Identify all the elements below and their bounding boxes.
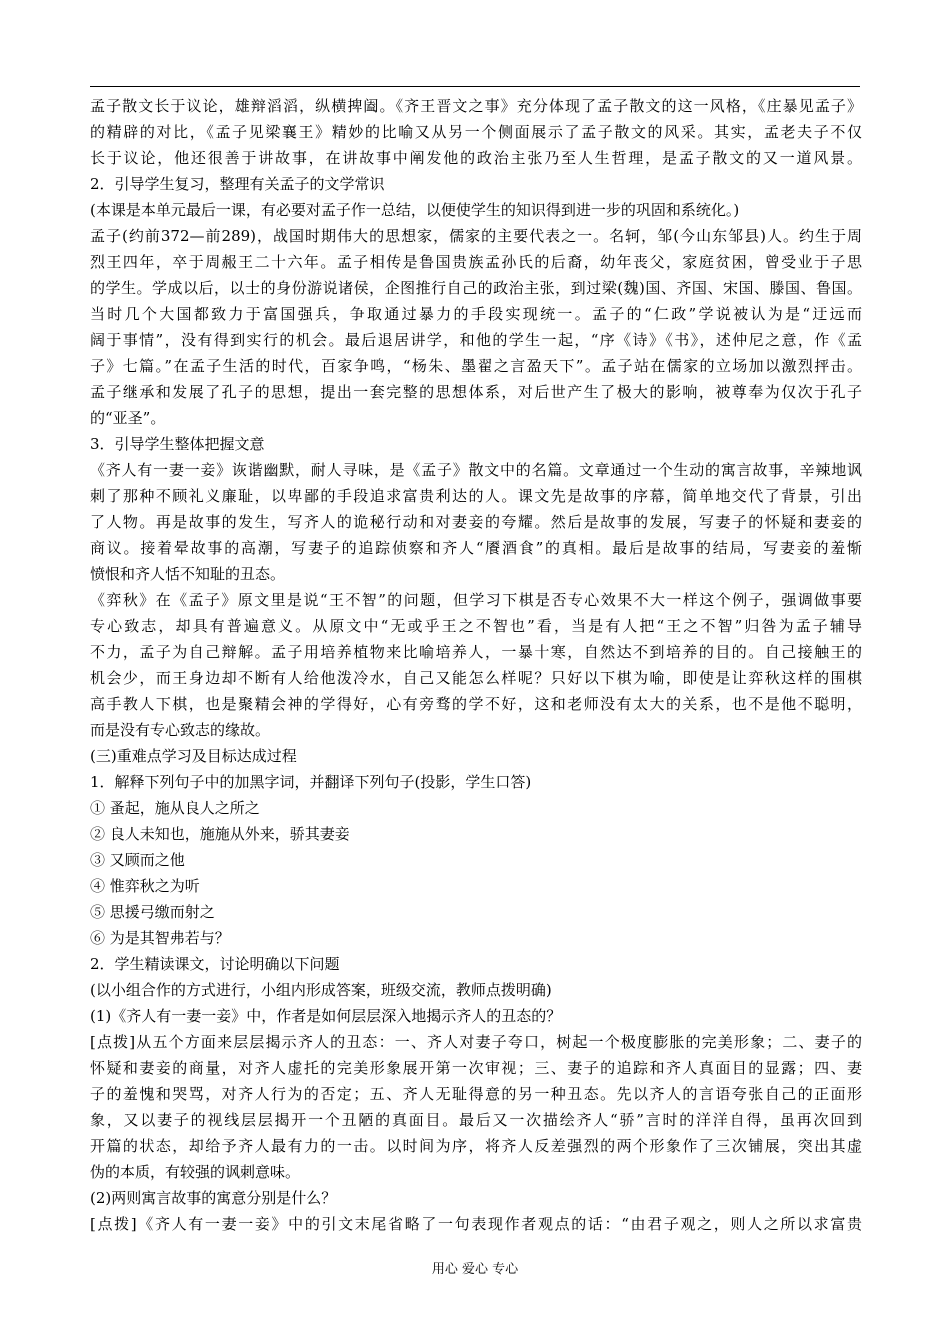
text-line: 愤恨和齐人恬不知耻的丑态。 — [90, 565, 286, 583]
text-line: 《弈秋》在《孟子》原文里是说“王不智”的问题，但学习下棋是否专心效果不大一样这个例子，强调做事要 — [90, 591, 862, 609]
text-line: 孟子(约前372—前289)，战国时期伟大的思想家，儒家的主要代表之一。名轲，邹(今山东邹县)人。约生于周 — [90, 227, 862, 245]
text-line: 当时几个大国都致力于富国强兵，争取通过暴力的手段实现统一。孟子的“仁政”学说被认为是“迂远而 — [90, 305, 862, 323]
text-line: 1．解释下列句子中的加黑字词，并翻译下列句子(投影，学生口答) — [90, 773, 532, 791]
text-line: 烈王四年，卒于周赧王二十六年。孟子相传是鲁国贵族孟孙氏的后裔，幼年丧父，家庭贫困，曾受业于子思 — [90, 253, 862, 271]
text-line: 的学生。学成以后，以士的身份游说诸侯，企图推行自己的政治主张，到过梁(魏)国、齐国、宋国、滕国、鲁国。 — [90, 279, 862, 297]
text-line: ④ 惟弈秋之为听 — [90, 877, 200, 895]
text-line: 怀疑和妻妾的商量，对齐人虚托的完美形象展开第一次审视；三、妻子的追踪和齐人真面目的显露；四、妻 — [90, 1059, 862, 1077]
text-line: 孟子继承和发展了孔子的思想，提出一套完整的思想体系，对后世产生了极大的影响，被尊奉为仅次于孔子 — [90, 383, 862, 401]
text-line: 2．引导学生复习，整理有关孟子的文学常识 — [90, 175, 385, 193]
text-line: 开篇的状态，却给予齐人最有力的一击。以时间为序，将齐人反差强烈的两个形象作了三次铺展，突出其虚 — [90, 1137, 862, 1155]
text-line: 子》七篇。”在孟子生活的时代，百家争鸣，“杨朱、墨翟之言盈天下”。孟子站在儒家的立场加以激烈抨击。 — [90, 357, 862, 375]
text-line: 而是没有专心致志的缘故。 — [90, 721, 271, 739]
text-line: 高手教人下棋，也是聚精会神的学得好，心有旁骛的学不好，这和老师没有太大的关系，也不是他不聪明， — [90, 695, 862, 713]
text-line: 阔于事情”，没有得到实行的机会。最后退居讲学，和他的学生一起，“序《诗》《书》，述仲尼之意，作《孟 — [90, 331, 862, 349]
text-line: 不力，孟子为自己辩解。孟子用培养植物来比喻培养人，一暴十寒，自然达不到培养的目的。自己接触王的 — [90, 643, 862, 661]
text-line: 刺了那种不顾礼义廉耻，以卑鄙的手段追求富贵利达的人。课文先是故事的序幕，简单地交代了背景，引出 — [90, 487, 862, 505]
header-rule — [90, 86, 860, 87]
text-line: 了人物。再是故事的发生，写齐人的诡秘行动和对妻妾的夸耀。然后是故事的发展，写妻子的怀疑和妻妾的 — [90, 513, 862, 531]
text-line: 伪的本质，有较强的讽刺意味。 — [90, 1163, 301, 1181]
text-line: 的精辟的对比，《孟子见梁襄王》精妙的比喻又从另一个侧面展示了孟子散文的风采。其实，孟老夫子不仅 — [90, 123, 862, 141]
text-line: ⑤ 思援弓缴而射之 — [90, 903, 215, 921]
text-line: 长于议论，他还很善于讲故事，在讲故事中阐发他的政治主张乃至人生哲理，是孟子散文的又一道风景。 — [90, 149, 862, 167]
text-line: 3．引导学生整体把握文意 — [90, 435, 265, 453]
text-line: 子的羞愧和哭骂，对齐人行为的否定；五、齐人无耻得意的另一种丑态。先以齐人的言语夸张自己的正面形 — [90, 1085, 862, 1103]
text-line: (本课是本单元最后一课，有必要对孟子作一总结，以便使学生的知识得到进一步的巩固和系统化。) — [90, 201, 740, 219]
text-line: ⑥ 为是其智弗若与？ — [90, 929, 230, 947]
page-footer: 用心 爱心 专心 — [431, 1262, 519, 1277]
text-line: ③ 又顾而之他 — [90, 851, 185, 869]
text-line: 的“亚圣”。 — [90, 409, 166, 427]
text-line: ① 蚤起，施从良人之所之 — [90, 799, 260, 817]
document-body — [90, 93, 862, 1237]
text-line: 商议。接着晕故事的高潮，写妻子的追踪侦察和齐人“餍酒食”的真相。最后是故事的结局，写妻妾的羞惭 — [90, 539, 862, 557]
text-line: [点拨]从五个方面来层层揭示齐人的丑态：一、齐人对妻子夸口，树起一个极度膨胀的完美形象；二、妻子的 — [90, 1033, 862, 1051]
text-line: 孟子散文长于议论，雄辩滔滔，纵横捭阖。《齐王晋文之事》充分体现了孟子散文的这一风格，《庄暴见孟子》 — [90, 97, 862, 115]
text-line: 机会少，而王身边却不断有人给他泼冷水，自己又能怎么样呢？只好以下棋为喻，即使是让弈秋这样的围棋 — [90, 669, 862, 687]
text-line: [点拨]《齐人有一妻一妾》中的引文末尾省略了一句表现作者观点的话：“由君子观之，则人之所以求富贵 — [90, 1215, 862, 1233]
text-line: (2)两则寓言故事的寓意分别是什么？ — [90, 1189, 337, 1207]
text-line: 《齐人有一妻一妾》诙谐幽默，耐人寻味，是《孟子》散文中的名篇。文章通过一个生动的寓言故事，辛辣地讽 — [90, 461, 862, 479]
text-line: 象，又以妻子的视线层层揭开一个丑陋的真面目。最后又一次描绘齐人“骄”言时的洋洋自得，虽再次回到 — [90, 1111, 862, 1129]
text-line: (三)重难点学习及目标达成过程 — [90, 747, 297, 765]
text-line: 2．学生精读课文，讨论明确以下问题 — [90, 955, 340, 973]
text-line: ② 良人未知也，施施从外来，骄其妻妾 — [90, 825, 350, 843]
text-line: (以小组合作的方式进行，小组内形成答案，班级交流，教师点拨明确) — [90, 981, 552, 999]
text-line: 专心致志，却具有普遍意义。从原文中“无或乎王之不智也”看，当是有人把“王之不智”归咎为孟子辅导 — [90, 617, 862, 635]
text-line: (1)《齐人有一妻一妾》中，作者是如何层层深入地揭示齐人的丑态的？ — [90, 1007, 562, 1025]
